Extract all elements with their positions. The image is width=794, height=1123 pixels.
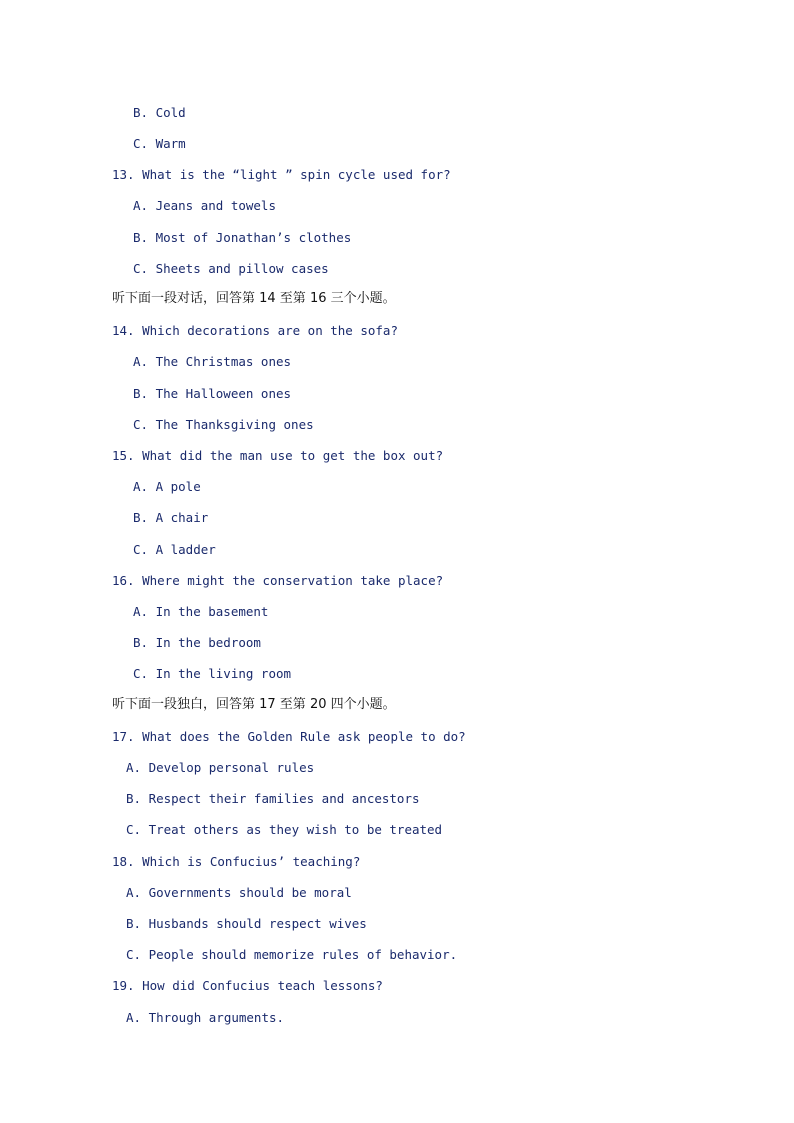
- option-14b: B. The Halloween ones: [133, 386, 292, 401]
- option-18b: B. Husbands should respect wives: [126, 916, 367, 931]
- question-13: 13. What is the “light ” spin cycle used for?: [112, 167, 451, 182]
- question-17: 17. What does the Golden Rule ask people to do?: [112, 729, 466, 744]
- option-12b: B. Cold: [133, 105, 186, 120]
- option-18c: C. People should memorize rules of behavior.: [126, 947, 458, 962]
- question-15: 15. What did the man use to get the box out?: [112, 448, 444, 463]
- option-15c: C. A ladder: [133, 542, 216, 557]
- section-instruction-dialogue: 听下面一段对话，回答第 14 至第 16 三个小题。: [112, 291, 396, 306]
- option-15b: B. A chair: [133, 510, 209, 525]
- option-19a: A. Through arguments.: [126, 1010, 285, 1025]
- option-13a: A. Jeans and towels: [133, 198, 276, 213]
- option-15a: A. A pole: [133, 479, 201, 494]
- option-16a: A. In the basement: [133, 604, 269, 619]
- option-13b: B. Most of Jonathan’s clothes: [133, 230, 352, 245]
- section-instruction-monologue: 听下面一段独白，回答第 17 至第 20 四个小题。: [112, 697, 396, 712]
- option-18a: A. Governments should be moral: [126, 885, 352, 900]
- option-17c: C. Treat others as they wish to be treated: [126, 822, 443, 837]
- option-16b: B. In the bedroom: [133, 635, 261, 650]
- question-14: 14. Which decorations are on the sofa?: [112, 323, 398, 338]
- question-18: 18. Which is Confucius’ teaching?: [112, 854, 361, 869]
- option-14c: C. The Thanksgiving ones: [133, 417, 314, 432]
- option-13c: C. Sheets and pillow cases: [133, 261, 329, 276]
- question-19: 19. How did Confucius teach lessons?: [112, 978, 383, 993]
- question-16: 16. Where might the conservation take place?: [112, 573, 444, 588]
- option-12c: C. Warm: [133, 136, 186, 151]
- option-17a: A. Develop personal rules: [126, 760, 315, 775]
- option-16c: C. In the living room: [133, 666, 292, 681]
- option-17b: B. Respect their families and ancestors: [126, 791, 420, 806]
- option-14a: A. The Christmas ones: [133, 354, 292, 369]
